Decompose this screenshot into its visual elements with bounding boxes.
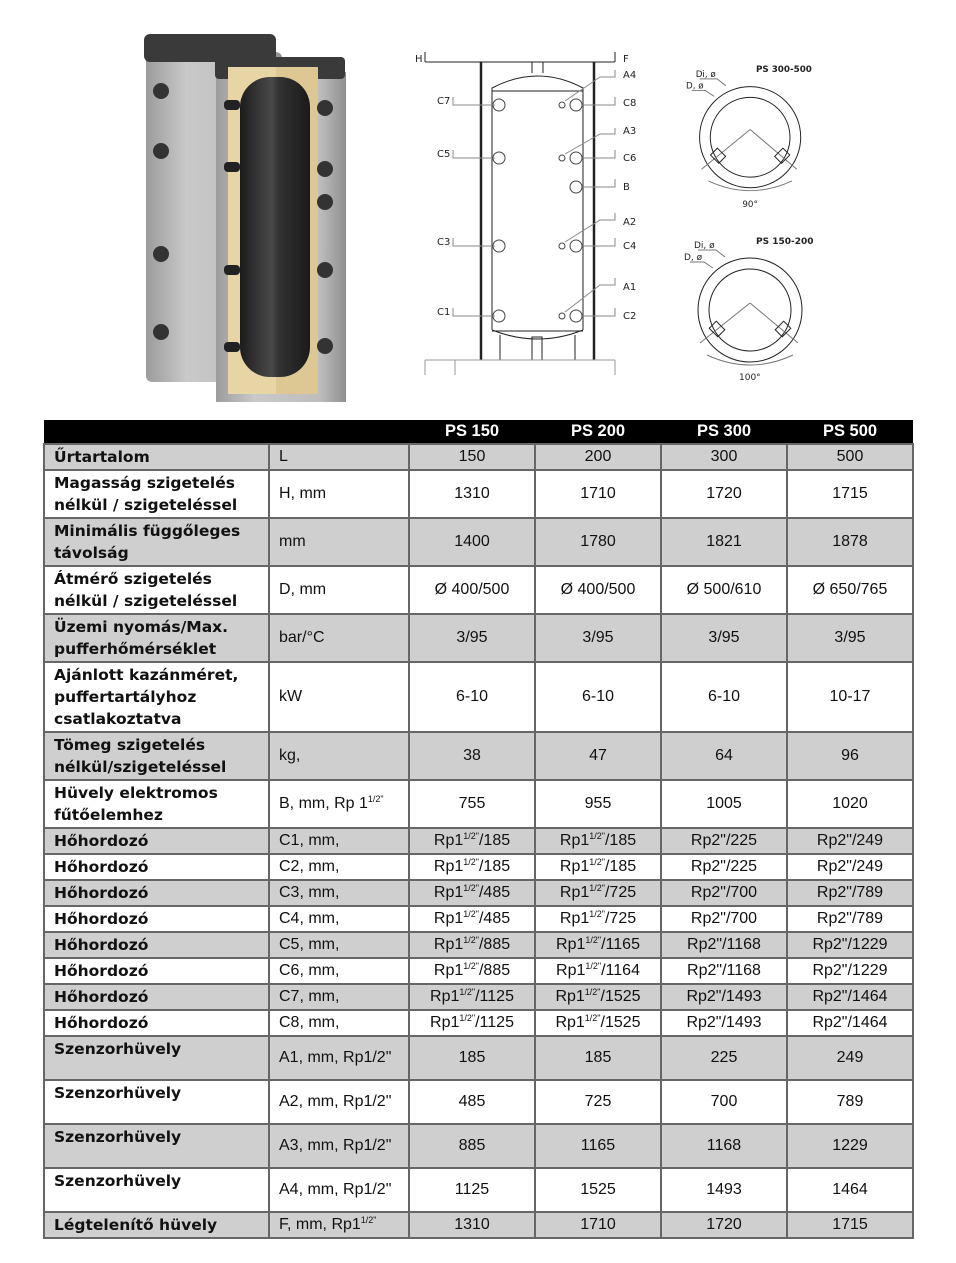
- row-unit: [269, 1124, 409, 1168]
- section-title: PS 300-500: [755, 65, 812, 76]
- table-row: [44, 880, 913, 906]
- row-label: Hőhordozó: [44, 1010, 269, 1036]
- row-label: Átmérő szigetelés nélkül / szigeteléssel: [44, 566, 269, 614]
- row-value: 38: [409, 732, 535, 780]
- row-value: 789: [787, 1080, 913, 1124]
- row-value: Rp2"/1464: [787, 1010, 913, 1036]
- row-value: $Rp1^{1/2"}/725$: [535, 906, 661, 932]
- row-label: Hőhordozó: [44, 958, 269, 984]
- row-label: Szenzorhüvely: [44, 1036, 269, 1080]
- row-value: Rp2"/1493: [661, 1010, 787, 1036]
- row-unit: [269, 984, 409, 1010]
- table-row: [44, 1036, 913, 1080]
- row-value: $Rp1^{1/2"}/725$: [535, 880, 661, 906]
- section-angle: 90°: [742, 200, 758, 211]
- row-label: Űrtartalom: [44, 444, 269, 470]
- row-label: Szenzorhüvely: [44, 1168, 269, 1212]
- row-value: $Rp1^{1/2"}/1125$: [409, 984, 535, 1010]
- row-value: $Rp1^{1/2"}/185$: [409, 854, 535, 880]
- row-value: 1005: [661, 780, 787, 828]
- row-value: 725: [535, 1080, 661, 1124]
- row-unit-text: kg,: [279, 747, 301, 764]
- section-view-ps150-200: [680, 215, 830, 390]
- row-value: Rp2"/249: [787, 854, 913, 880]
- row-value: 485: [409, 1080, 535, 1124]
- row-unit-text: A1, mm, Rp1/2": [279, 1049, 392, 1066]
- row-label: Tömeg szigetelés nélkül/szigeteléssel: [44, 732, 269, 780]
- diagram-label-b: B: [623, 182, 630, 193]
- table-header-row: [44, 420, 913, 444]
- row-value: $Rp1^{1/2"}/485$: [409, 880, 535, 906]
- row-value: $Rp1^{1/2"}/185$: [409, 828, 535, 854]
- row-value: 1020: [787, 780, 913, 828]
- row-unit: [269, 1212, 409, 1238]
- table-row: [44, 958, 913, 984]
- diagram-label-a4: A4: [623, 70, 637, 81]
- diagram-label-c7: C7: [437, 96, 451, 107]
- row-label: Hüvely elektromos fűtőelemhez: [44, 780, 269, 828]
- row-value: 700: [661, 1080, 787, 1124]
- row-value: Rp2"/1493: [661, 984, 787, 1010]
- column-header-ps500: PS 500: [787, 420, 913, 444]
- row-value: 3/95: [787, 614, 913, 662]
- row-unit-text: C8, mm,: [279, 1014, 340, 1031]
- row-value: 249: [787, 1036, 913, 1080]
- row-value: Rp2"/1168: [661, 958, 787, 984]
- row-unit-text: C5, mm,: [279, 936, 340, 953]
- table-row: [44, 614, 913, 662]
- diagram-label-a2: A2: [623, 217, 637, 228]
- row-value: 1493: [661, 1168, 787, 1212]
- row-unit-text: C6, mm,: [279, 962, 340, 979]
- row-value: $Rp1^{1/2"}/1165$: [535, 932, 661, 958]
- row-unit: [269, 1036, 409, 1080]
- diagram-label-c4: C4: [623, 241, 637, 252]
- table-row: [44, 1080, 913, 1124]
- row-value: 1878: [787, 518, 913, 566]
- row-value: 47: [535, 732, 661, 780]
- row-value: 185: [409, 1036, 535, 1080]
- row-value: 1710: [535, 1212, 661, 1238]
- row-unit: [269, 880, 409, 906]
- row-value: 10-17: [787, 662, 913, 732]
- row-label: Üzemi nyomás/Max. pufferhőmérséklet: [44, 614, 269, 662]
- row-unit-text: D, mm: [279, 581, 327, 598]
- product-image: [120, 22, 380, 407]
- row-unit-text: F, mm, Rp1: [279, 1216, 361, 1233]
- row-value: $Rp1^{1/2"}/1164$: [535, 958, 661, 984]
- row-unit: [269, 780, 409, 828]
- row-unit: [269, 854, 409, 880]
- row-unit: [269, 614, 409, 662]
- row-value: 150: [409, 444, 535, 470]
- row-value: Ø 400/500: [535, 566, 661, 614]
- row-unit: [269, 1168, 409, 1212]
- row-value: 500: [787, 444, 913, 470]
- row-value: $Rp1^{1/2"}/885$: [409, 958, 535, 984]
- row-value: 3/95: [661, 614, 787, 662]
- row-unit-text: L: [279, 448, 288, 465]
- row-value: 64: [661, 732, 787, 780]
- row-label: Szenzorhüvely: [44, 1124, 269, 1168]
- row-value: 1229: [787, 1124, 913, 1168]
- section-view-ps300-500: [680, 40, 830, 215]
- diagram-label-c2: C2: [623, 311, 637, 322]
- row-value: 6-10: [535, 662, 661, 732]
- row-unit-text: mm: [279, 533, 306, 550]
- row-unit-text: A3, mm, Rp1/2": [279, 1137, 392, 1154]
- row-unit: [269, 906, 409, 932]
- row-value: 225: [661, 1036, 787, 1080]
- section-angle: 100°: [739, 373, 761, 383]
- row-value: 1720: [661, 1212, 787, 1238]
- table-row: [44, 518, 913, 566]
- row-label: Hőhordozó: [44, 932, 269, 958]
- section-inner-label: Di, ø: [694, 241, 715, 251]
- section-outer-label: D, ø: [684, 253, 703, 263]
- table-row: [44, 984, 913, 1010]
- row-value: 1780: [535, 518, 661, 566]
- row-unit-text: C1, mm,: [279, 832, 340, 849]
- row-value: $Rp1^{1/2"}/885$: [409, 932, 535, 958]
- row-value: Rp2"/789: [787, 880, 913, 906]
- row-value: Rp2"/1229: [787, 958, 913, 984]
- row-label: Hőhordozó: [44, 880, 269, 906]
- front-tank-cutaway: [215, 57, 346, 402]
- row-unit-text: H, mm: [279, 485, 327, 502]
- section-inner-label: Di, ø: [695, 69, 716, 80]
- section-title: PS 150-200: [756, 237, 814, 247]
- row-value: 6-10: [409, 662, 535, 732]
- row-value: 185: [535, 1036, 661, 1080]
- diagram-label-c8: C8: [623, 98, 637, 109]
- diagram-label-c5: C5: [437, 149, 451, 160]
- row-value: $Rp1^{1/2"}/1125$: [409, 1010, 535, 1036]
- row-unit: [269, 566, 409, 614]
- row-value: 6-10: [661, 662, 787, 732]
- table-row: [44, 444, 913, 470]
- column-header-ps200: PS 200: [535, 420, 661, 444]
- tank-dimension-diagram: [405, 40, 680, 380]
- row-value: 1715: [787, 470, 913, 518]
- table-row: [44, 566, 913, 614]
- diagram-label-f: F: [623, 54, 629, 65]
- row-unit-text: A2, mm, Rp1/2": [279, 1093, 392, 1110]
- row-value: 300: [661, 444, 787, 470]
- row-label: Hőhordozó: [44, 906, 269, 932]
- row-unit: [269, 828, 409, 854]
- table-row: [44, 1010, 913, 1036]
- row-value: 1464: [787, 1168, 913, 1212]
- section-outer-label: D, ø: [685, 81, 704, 92]
- row-value: $Rp1^{1/2"}/185$: [535, 828, 661, 854]
- row-unit-text: bar/°C: [279, 629, 325, 646]
- row-unit-text: C4, mm,: [279, 910, 340, 927]
- row-label: Szenzorhüvely: [44, 1080, 269, 1124]
- row-value: 96: [787, 732, 913, 780]
- table-row: [44, 906, 913, 932]
- column-header: [44, 420, 269, 444]
- diagram-label-h: H: [415, 54, 423, 65]
- row-value: Rp2"/1229: [787, 932, 913, 958]
- row-value: 755: [409, 780, 535, 828]
- row-value: 1310: [409, 470, 535, 518]
- row-value: 1715: [787, 1212, 913, 1238]
- row-label: Hőhordozó: [44, 828, 269, 854]
- row-value: 1165: [535, 1124, 661, 1168]
- table-row: [44, 1168, 913, 1212]
- row-unit: [269, 1080, 409, 1124]
- row-label: Hőhordozó: [44, 854, 269, 880]
- row-value: Rp2"/1168: [661, 932, 787, 958]
- column-header-ps150: PS 150: [409, 420, 535, 444]
- row-value: 885: [409, 1124, 535, 1168]
- table-row: [44, 732, 913, 780]
- table-row: [44, 470, 913, 518]
- row-unit: [269, 732, 409, 780]
- row-unit-superscript: 1/2": [360, 1215, 377, 1225]
- row-value: $Rp1^{1/2"}/1525$: [535, 1010, 661, 1036]
- row-value: Rp2"/249: [787, 828, 913, 854]
- row-unit-text: C2, mm,: [279, 858, 340, 875]
- row-value: Rp2"/700: [661, 880, 787, 906]
- table-row: [44, 932, 913, 958]
- row-value: 1168: [661, 1124, 787, 1168]
- row-value: Rp2"/789: [787, 906, 913, 932]
- row-unit: [269, 1010, 409, 1036]
- row-unit-superscript: 1/2": [367, 794, 384, 804]
- spec-table: [43, 420, 914, 1239]
- row-value: Ø 400/500: [409, 566, 535, 614]
- table-row: [44, 1124, 913, 1168]
- row-unit-text: A4, mm, Rp1/2": [279, 1181, 392, 1198]
- row-value: 1525: [535, 1168, 661, 1212]
- row-unit-text: B, mm, Rp 1: [279, 795, 368, 812]
- row-unit-text: kW: [279, 688, 303, 705]
- row-label: Magasság szigetelés nélkül / szigeteléssel: [44, 470, 269, 518]
- row-unit: [269, 932, 409, 958]
- row-unit-text: C3, mm,: [279, 884, 340, 901]
- diagram-label-c1: C1: [437, 307, 451, 318]
- table-row: [44, 828, 913, 854]
- row-value: 1710: [535, 470, 661, 518]
- row-value: 955: [535, 780, 661, 828]
- diagram-label-a1: A1: [623, 282, 637, 293]
- row-value: 1400: [409, 518, 535, 566]
- table-row: [44, 854, 913, 880]
- column-header-ps300: PS 300: [661, 420, 787, 444]
- row-value: 1821: [661, 518, 787, 566]
- diagram-label-c6: C6: [623, 153, 637, 164]
- row-value: Ø 500/610: [661, 566, 787, 614]
- row-value: Rp2"/700: [661, 906, 787, 932]
- row-label: Légtelenítő hüvely: [44, 1212, 269, 1238]
- row-value: Rp2"/1464: [787, 984, 913, 1010]
- row-value: 1125: [409, 1168, 535, 1212]
- row-value: Rp2"/225: [661, 828, 787, 854]
- row-value: $Rp1^{1/2"}/485$: [409, 906, 535, 932]
- row-value: Ø 650/765: [787, 566, 913, 614]
- diagram-label-c3: C3: [437, 237, 451, 248]
- row-unit: [269, 470, 409, 518]
- row-unit: [269, 958, 409, 984]
- row-value: 3/95: [409, 614, 535, 662]
- row-unit: [269, 662, 409, 732]
- row-value: $Rp1^{1/2"}/185$: [535, 854, 661, 880]
- diagram-label-a3: A3: [623, 126, 637, 137]
- table-row: [44, 780, 913, 828]
- row-value: 3/95: [535, 614, 661, 662]
- row-value: Rp2"/225: [661, 854, 787, 880]
- row-value: 1310: [409, 1212, 535, 1238]
- row-unit: [269, 518, 409, 566]
- row-value: 1720: [661, 470, 787, 518]
- row-value: $Rp1^{1/2"}/1525$: [535, 984, 661, 1010]
- table-row: [44, 1212, 913, 1238]
- row-value: 200: [535, 444, 661, 470]
- column-header: [269, 420, 409, 444]
- row-unit: [269, 444, 409, 470]
- row-unit-text: C7, mm,: [279, 988, 340, 1005]
- row-label: Hőhordozó: [44, 984, 269, 1010]
- table-row: [44, 662, 913, 732]
- row-label: Minimális függőleges távolság: [44, 518, 269, 566]
- row-label: Ajánlott kazánméret, puffertartályhoz csatlakoztatva: [44, 662, 269, 732]
